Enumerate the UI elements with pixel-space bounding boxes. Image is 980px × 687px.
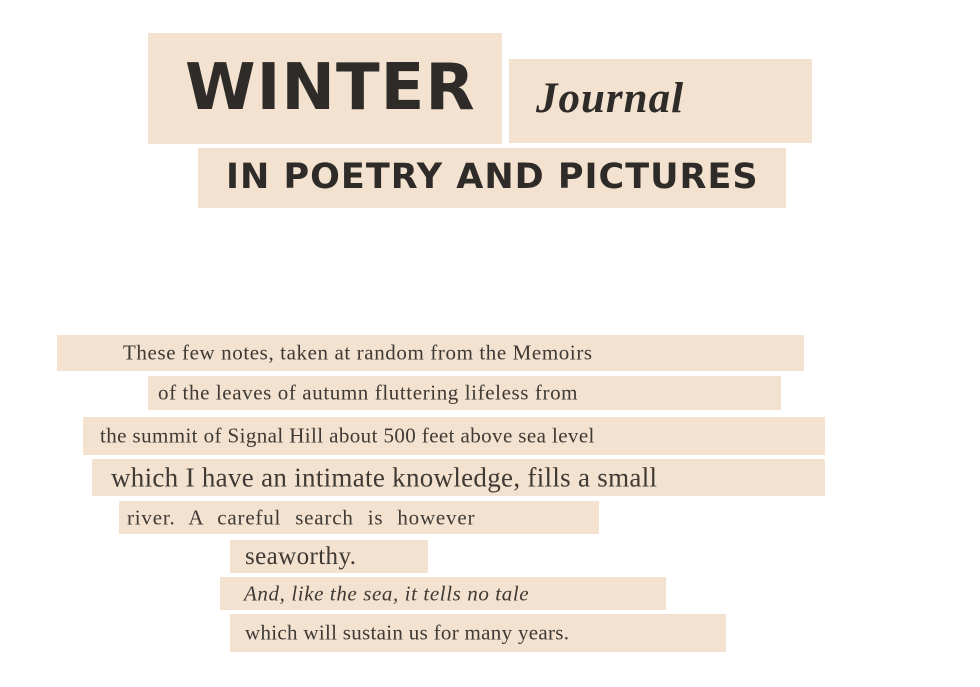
title-journal-clipping xyxy=(509,59,812,143)
poem-line-clipping xyxy=(148,376,781,410)
poem-line: river. A careful search is however xyxy=(127,505,476,529)
poem-line-clipping xyxy=(230,614,726,652)
poem-line-clipping xyxy=(119,501,599,534)
subtitle: IN POETRY AND PICTURES xyxy=(226,157,759,197)
poem-line: the summit of Signal Hill about 500 feet above sea level xyxy=(100,423,595,448)
title-winter: WINTER xyxy=(185,51,476,125)
title-journal: Journal xyxy=(536,75,685,122)
poem-line: seaworthy. xyxy=(245,542,357,570)
poem-line-clipping xyxy=(230,540,428,573)
poem-line: These few notes, taken at random from the Memoirs xyxy=(123,340,593,365)
poem-line-clipping xyxy=(92,459,825,496)
poem-line: of the leaves of autumn fluttering lifeless from xyxy=(158,380,579,405)
poem-line: which I have an intimate knowledge, fills a small xyxy=(111,462,658,492)
subtitle-clipping xyxy=(198,148,786,208)
poem-line: which will sustain us for many years. xyxy=(245,620,570,645)
poem-line-clipping xyxy=(220,577,666,610)
poem-line-clipping xyxy=(57,335,804,371)
poem-line: And, like the sea, it tells no tale xyxy=(244,581,530,605)
title-winter-clipping xyxy=(148,33,502,144)
poem-line-clipping xyxy=(83,417,825,455)
